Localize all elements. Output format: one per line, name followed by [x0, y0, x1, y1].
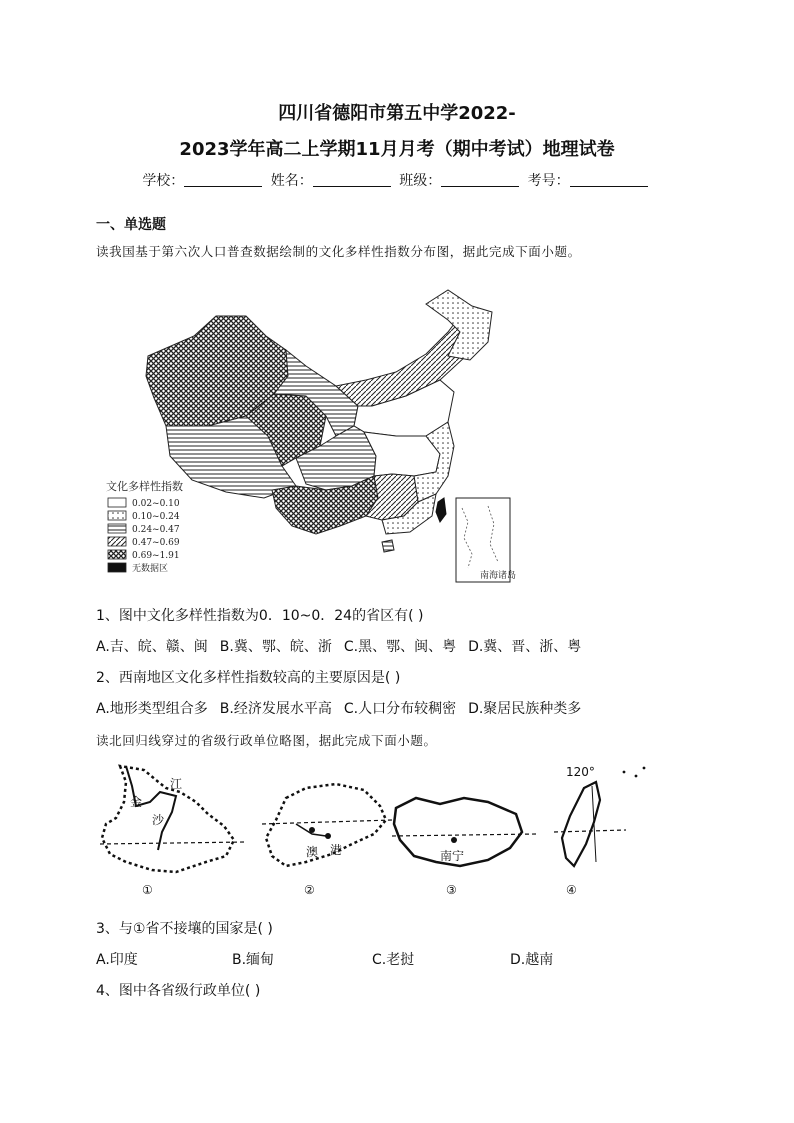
- south-china-sea-inset: [456, 498, 510, 582]
- class-label: 班级：: [399, 173, 442, 189]
- question-1-options: [96, 636, 593, 656]
- legend: [108, 498, 180, 574]
- legend-item-2: 0.10~0.24: [132, 512, 180, 522]
- question-2: 2、西南地区文化多样性指数较高的主要原因是( ): [96, 670, 401, 686]
- q2-option-b[interactable]: B.经济发展水平高: [219, 701, 332, 717]
- label-120: 120°: [566, 765, 595, 779]
- student-info-line: [0, 170, 794, 190]
- legend-item-5: 0.69~1.91: [132, 551, 180, 561]
- question-stem-2: 读北回归线穿过的省级行政单位略图，据此完成下面小题。: [96, 733, 437, 748]
- question-2-options: [96, 698, 593, 718]
- legend-item-4: 0.47~0.69: [132, 538, 180, 548]
- panel-4-number: ④: [566, 883, 577, 897]
- exam-number-blank[interactable]: [570, 172, 648, 187]
- legend-title: 文化多样性指数: [106, 480, 183, 493]
- legend-item-6: 无数据区: [132, 564, 169, 574]
- panel-3-number: ③: [446, 883, 457, 897]
- panel-2-guangdong: [262, 784, 392, 897]
- label-sha: 沙: [152, 813, 165, 827]
- section-title: 一、单选题: [96, 217, 166, 233]
- label-gang: 港: [330, 843, 343, 857]
- label-nanning: 南宁: [440, 849, 465, 863]
- inset-label: 南海诸岛: [480, 571, 517, 581]
- q3-option-a[interactable]: A.印度: [96, 952, 138, 968]
- exam-title-line1: 四川省德阳市第五中学2022-: [278, 103, 516, 124]
- question-1: 1、图中文化多样性指数为0．10~0．24的省区有( ): [96, 608, 424, 624]
- panel-4-taiwan: [554, 765, 645, 897]
- q3-option-c[interactable]: C.老挝: [372, 952, 415, 968]
- question-4: 4、图中各省级行政单位( ): [96, 983, 261, 999]
- panel-3-guangxi: [392, 798, 536, 897]
- panel-1-yunnan: [100, 766, 246, 897]
- tropic-provinces-map: [96, 762, 656, 908]
- exam-number-label: 考号：: [527, 173, 570, 189]
- name-label: 姓名：: [270, 173, 313, 189]
- q2-option-c[interactable]: C.人口分布较稠密: [343, 701, 457, 717]
- legend-item-1: 0.02~0.10: [132, 499, 180, 509]
- label-ao: 澳: [306, 845, 319, 859]
- question-stem-1: 读我国基于第六次人口普查数据绘制的文化多样性指数分布图，据此完成下面小题。: [96, 244, 581, 259]
- class-blank[interactable]: [441, 172, 519, 187]
- exam-title-line2: 2023学年高二上学期11月月考（期中考试）地理试卷: [179, 139, 615, 160]
- q1-option-a[interactable]: A.吉、皖、赣、闽: [96, 639, 208, 655]
- q3-option-b[interactable]: B.缅甸: [232, 952, 275, 968]
- question-3: 3、与①省不接壤的国家是( ): [96, 921, 273, 937]
- name-blank[interactable]: [313, 172, 391, 187]
- panel-1-number: ①: [142, 883, 153, 897]
- q1-option-d[interactable]: D.冀、晋、浙、粤: [468, 639, 582, 655]
- region-taiwan: [436, 498, 446, 522]
- legend-item-3: 0.24~0.47: [132, 525, 180, 535]
- label-jiang: 江: [170, 777, 183, 791]
- school-label: 学校：: [142, 173, 185, 189]
- panel-2-number: ②: [304, 883, 315, 897]
- q2-option-d[interactable]: D.聚居民族种类多: [468, 701, 582, 717]
- q2-option-a[interactable]: A.地形类型组合多: [96, 701, 208, 717]
- q1-option-c[interactable]: C.黑、鄂、闽、粤: [343, 639, 457, 655]
- label-jin: 金: [130, 795, 143, 809]
- china-diversity-map: [96, 276, 526, 588]
- q3-option-d[interactable]: D.越南: [510, 952, 554, 968]
- q1-option-b[interactable]: B.冀、鄂、皖、浙: [219, 639, 332, 655]
- region-hainan: [382, 540, 394, 552]
- school-blank[interactable]: [184, 172, 262, 187]
